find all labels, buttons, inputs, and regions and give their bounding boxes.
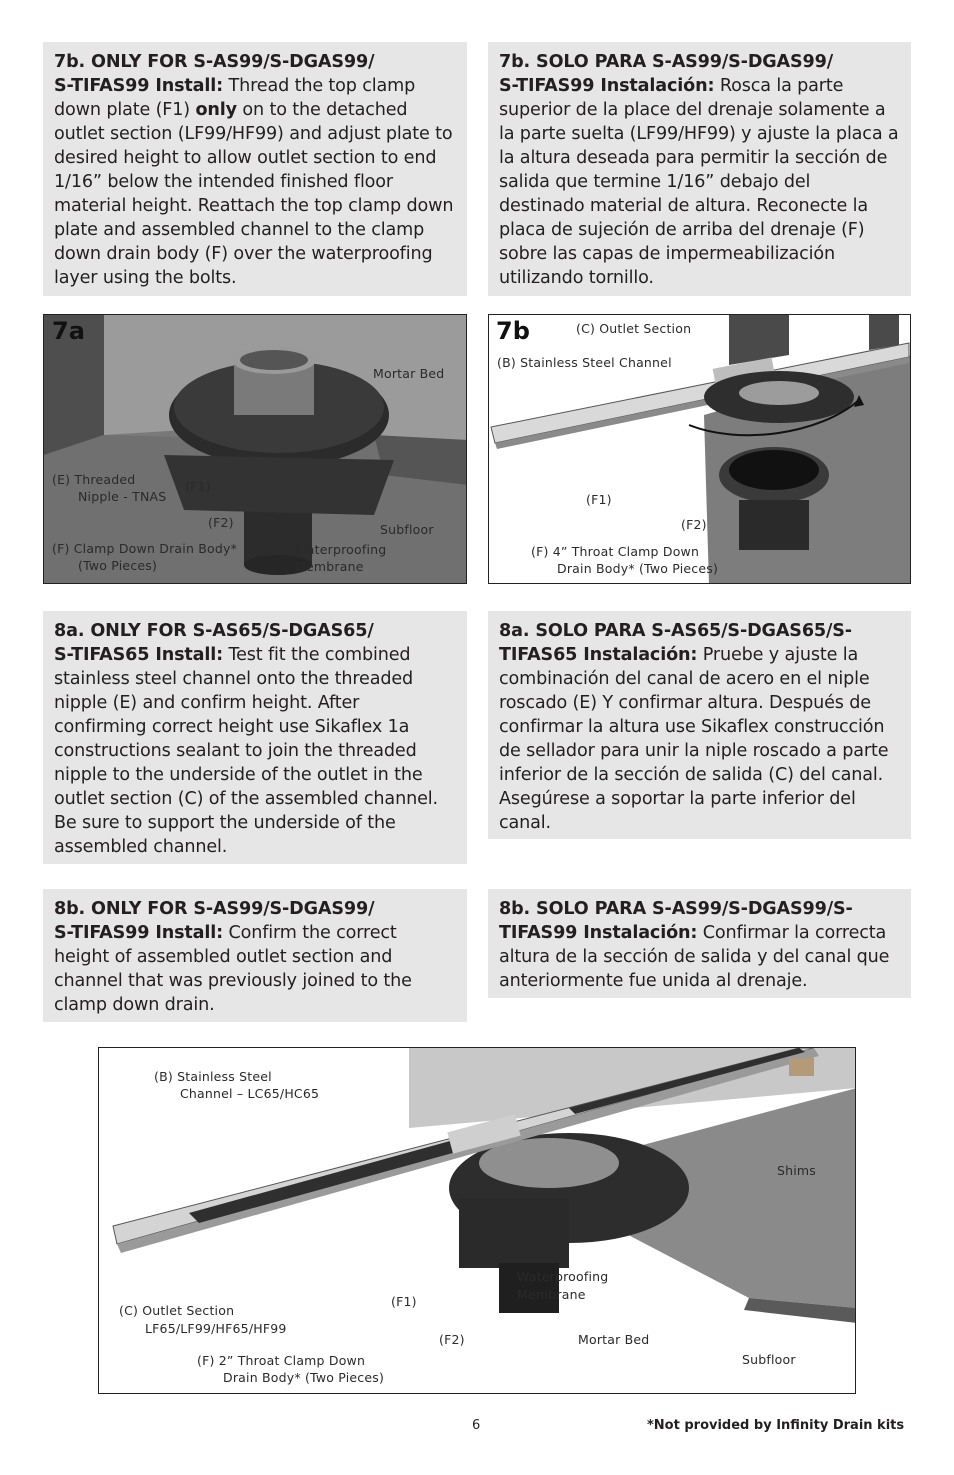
label-f-two-pieces: (Two Pieces)	[78, 558, 158, 573]
section-lead: S-TIFAS99 Install:	[54, 923, 224, 943]
label-c-outlet: (C) Outlet Section	[576, 321, 692, 336]
label-mortar-bed: Mortar Bed	[373, 366, 445, 381]
label-membrane: Membrane	[517, 1287, 586, 1302]
label-f1: (F1)	[185, 479, 211, 494]
page-number: 6	[472, 1418, 481, 1433]
label-mortar-bed: Mortar Bed	[578, 1332, 650, 1347]
section-body: Test fit the combined stainless steel channel onto the threaded nipple (E) and confirm height. After confirming correct height use Sikaflex 1a constructions sealant to join the threaded nipple to the underside of the outlet in the outlet section (C) of the assembled channel. Be sure to support the underside of the assembled channel.	[54, 645, 438, 857]
label-f2: (F2)	[439, 1332, 465, 1347]
figure-title: 7b	[496, 317, 530, 345]
label-c-models: LF65/LF99/HF65/HF99	[145, 1321, 287, 1336]
section-8a-spanish	[488, 611, 911, 839]
label-f1: (F1)	[586, 492, 612, 507]
label-f2: (F2)	[208, 515, 234, 530]
label-b-channel: (B) Stainless Steel Channel	[497, 355, 672, 370]
section-7b-spanish	[488, 42, 911, 296]
label-f-clamp: (F) 2” Throat Clamp Down	[197, 1353, 366, 1368]
emphasis: only	[195, 100, 237, 120]
section-lead: TIFAS99 Instalación:	[499, 923, 698, 943]
label-subfloor: Subfloor	[742, 1352, 796, 1367]
figure-8	[98, 1047, 856, 1394]
label-subfloor: Subfloor	[380, 522, 434, 537]
section-body: Pruebe y ajuste la combinación del canal de acero en el niple roscado (E) Y confirmar altura. Después de confirmar la altura use Sikaflex construcción de sellador para unir la niple roscado a parte inferior de la sección de salida (C) del canal. Asegúrese a soportar la parte inferior del canal.	[499, 645, 889, 833]
section-title: 8a. ONLY FOR S-AS65/S-DGAS65/	[54, 621, 374, 641]
section-8a-english	[43, 611, 467, 864]
label-b-model: Channel – LC65/HC65	[180, 1086, 320, 1101]
section-body: Rosca la parte superior de la place del drenaje solamente a la parte suelta (LF99/HF99) y ajuste la placa a la altura deseada para permitir la sección de salida que termine 1/16” debajo del destinado material de altura. Reconecte la placa de sujeción de arriba del drenaje (F) sobre las capas de impermeabilización utilizando tornillo.	[499, 76, 899, 288]
section-8b-spanish	[488, 889, 911, 998]
label-e-nipple: Nipple - TNAS	[78, 489, 167, 504]
section-8b-english	[43, 889, 467, 1022]
label-f2: (F2)	[681, 517, 707, 532]
section-title: 8b. ONLY FOR S-AS99/S-DGAS99/	[54, 899, 375, 919]
section-title: 7b. SOLO PARA S-AS99/S-DGAS99/	[499, 52, 834, 72]
figure-title: 7a	[52, 317, 85, 345]
section-body: Confirm the correct height of assembled outlet section and channel that was previously joined to the clamp down drain.	[54, 923, 412, 1015]
footnote: *Not provided by Infinity Drain kits	[647, 1418, 905, 1433]
figure-7b	[488, 314, 911, 584]
section-lead: S-TIFAS65 Install:	[54, 645, 224, 665]
label-f-two-pieces: Drain Body* (Two Pieces)	[223, 1370, 385, 1385]
section-body: Confirmar la correcta altura de la sección de salida y del canal que anteriormente fue unida al drenaje.	[499, 923, 890, 991]
label-f-two-pieces: Drain Body* (Two Pieces)	[557, 561, 719, 576]
section-body-cont: on to the detached outlet section (LF99/HF99) and adjust plate to desired height to allow outlet section to end 1/16” below the intended finished floor material height. Reattach the top clamp down plate and assembled channel to the clamp down drain body (F) over the waterproofing layer using the bolts.	[54, 100, 454, 288]
label-b-channel: (B) Stainless Steel	[154, 1069, 272, 1084]
label-f-clamp: (F) Clamp Down Drain Body*	[52, 541, 238, 556]
label-waterproofing: Waterproofing	[295, 542, 387, 557]
section-lead: TIFAS65 Instalación:	[499, 645, 698, 665]
label-f1: (F1)	[391, 1294, 417, 1309]
section-lead: S-TIFAS99 Install:	[54, 76, 224, 96]
label-f-clamp: (F) 4” Throat Clamp Down	[531, 544, 700, 559]
section-7b-english	[43, 42, 467, 296]
label-e-threaded: (E) Threaded	[52, 472, 136, 487]
label-waterproofing: Waterproofing	[517, 1269, 609, 1284]
label-shims: Shims	[777, 1163, 817, 1178]
section-lead: S-TIFAS99 Instalación:	[499, 76, 715, 96]
section-title: 7b. ONLY FOR S-AS99/S-DGAS99/	[54, 52, 375, 72]
section-title: 8a. SOLO PARA S-AS65/S-DGAS65/S-	[499, 621, 852, 641]
section-title: 8b. SOLO PARA S-AS99/S-DGAS99/S-	[499, 899, 853, 919]
label-c-outlet: (C) Outlet Section	[119, 1303, 235, 1318]
figure-7a	[43, 314, 467, 584]
section-body: Thread the top clamp down plate (F1)	[54, 76, 416, 120]
label-membrane: Membrane	[295, 559, 364, 574]
